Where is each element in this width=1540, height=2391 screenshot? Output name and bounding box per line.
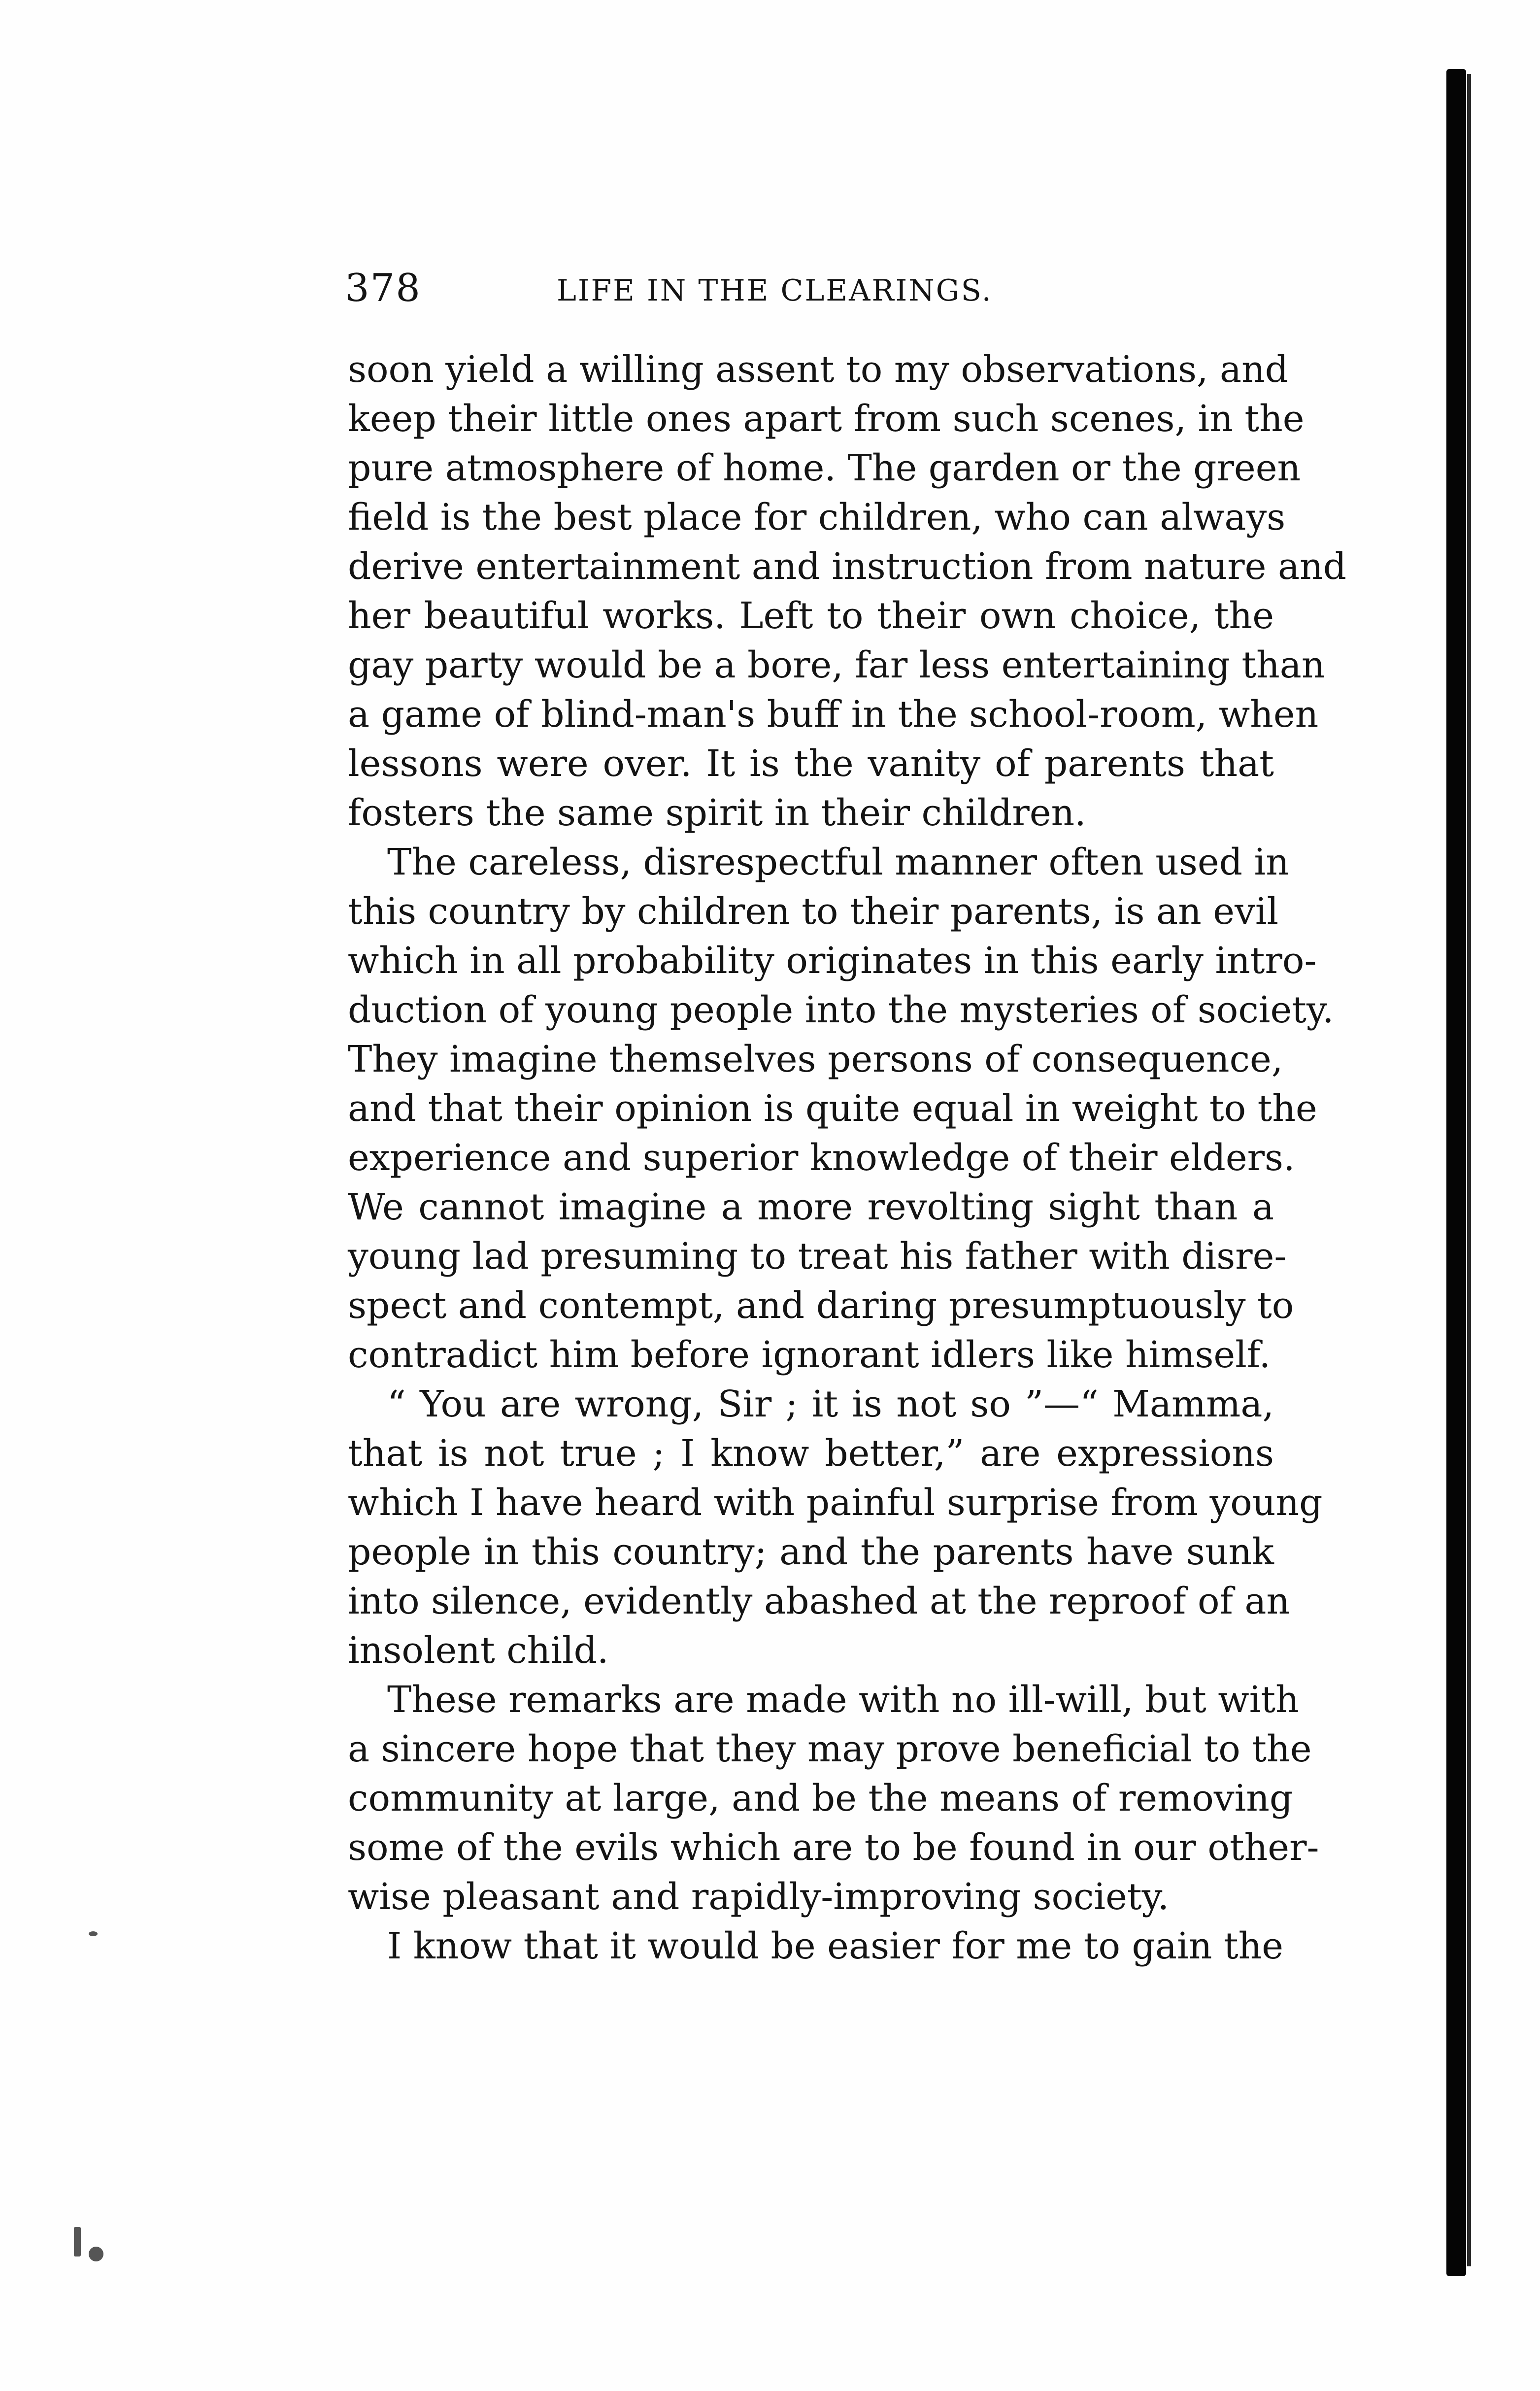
text-line: duction of young people into the mysteries of society. [348, 989, 1334, 1031]
text-line: insolent child. [348, 1629, 609, 1672]
scan-speck [74, 2227, 81, 2256]
text-line: some of the evils which are to be found in our other- [348, 1826, 1319, 1869]
text-line: spect and contempt, and daring presumptuously to [348, 1284, 1294, 1327]
text-line: which I have heard with painful surprise from young [348, 1482, 1323, 1524]
text-line: fosters the same spirit in their children. [348, 792, 1086, 834]
scan-speck [89, 2247, 103, 2261]
text-line: which in all probability originates in this early intro- [348, 940, 1317, 982]
text-line: They imagine themselves persons of consequence, [348, 1038, 1283, 1080]
text-line: wise pleasant and rapidly-improving society. [348, 1876, 1170, 1918]
text-line: a sincere hope that they may prove beneficial to the [348, 1728, 1312, 1770]
text-line: I know that it would be easier for me to gain the [387, 1925, 1284, 1967]
running-title: LIFE IN THE CLEARINGS. [557, 273, 993, 308]
text-line: pure atmosphere of home. The garden or the green [348, 447, 1301, 489]
text-line: people in this country; and the parents have sunk [348, 1531, 1274, 1573]
text-line: her beautiful works. Left to their own choice, the [348, 595, 1274, 637]
body-text [348, 345, 1347, 1971]
text-line: experience and superior knowledge of their elders. [348, 1137, 1295, 1179]
page-binding-shadow [1467, 74, 1471, 2266]
text-line: contradict him before ignorant idlers like himself. [348, 1334, 1271, 1376]
text-line: gay party would be a bore, far less entertaining than [348, 644, 1325, 686]
scan-speck [89, 1931, 98, 1936]
text-line: that is not true ; I know better,” are expressions [348, 1432, 1274, 1475]
text-line: lessons were over. It is the vanity of parents that [348, 742, 1274, 785]
text-line: and that their opinion is quite equal in weight to the [348, 1087, 1317, 1130]
text-line: keep their little ones apart from such scenes, in the [348, 398, 1305, 440]
text-line: this country by children to their parents, is an evil [348, 890, 1279, 933]
text-line: derive entertainment and instruction from nature and [348, 545, 1347, 588]
text-line: “ You are wrong, Sir ; it is not so ”—“ Mamma, [387, 1383, 1274, 1425]
running-head [345, 261, 1281, 315]
text-line: These remarks are made with no ill-will, but with [387, 1679, 1299, 1721]
text-line: soon yield a willing assent to my observations, and [348, 348, 1289, 391]
text-line: young lad presuming to treat his father with disre- [348, 1235, 1287, 1278]
text-line: a game of blind-man's buff in the school-room, when [348, 693, 1319, 736]
page-number: 378 [345, 266, 421, 310]
text-line: community at large, and be the means of removing [348, 1777, 1293, 1819]
text-line: into silence, evidently abashed at the reproof of an [348, 1580, 1290, 1622]
page-binding-edge [1446, 69, 1466, 2276]
text-line: The careless, disrespectful manner often used in [387, 841, 1289, 883]
text-line: We cannot imagine a more revolting sight than a [348, 1186, 1274, 1228]
text-line: field is the best place for children, who can always [348, 496, 1286, 539]
